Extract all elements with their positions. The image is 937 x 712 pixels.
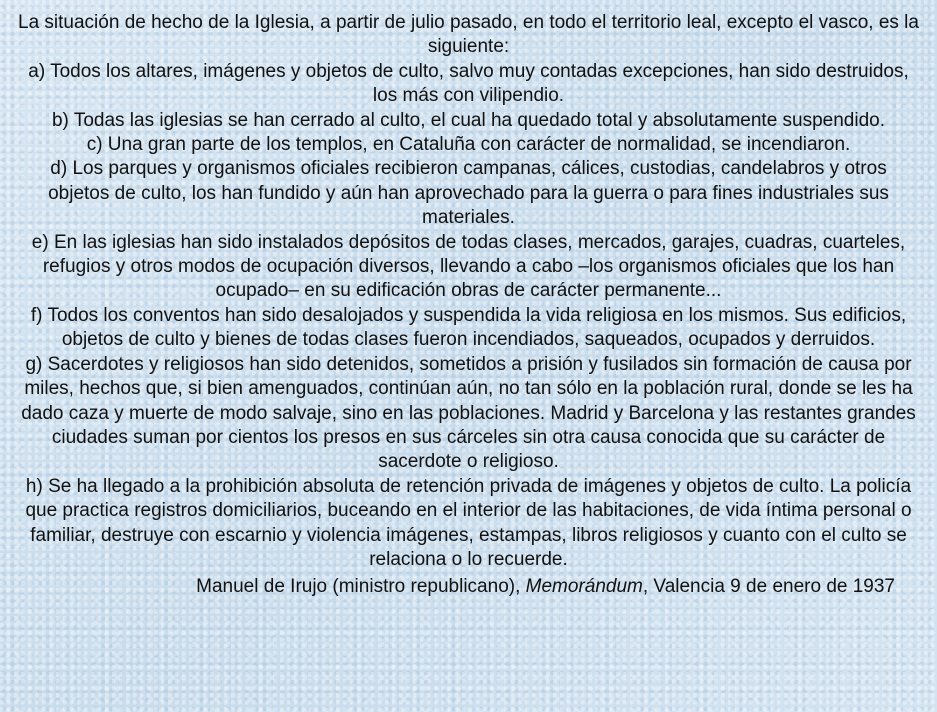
- paragraph-g: g) Sacerdotes y religiosos han sido detenidos, sometidos a prisión y fusilados sin formación de causa por miles, hechos que, si bien amenguados, continúan aún, no tan sólo en la población rural, donde se les ha dado caza y muerte de modo salvaje, sino en las poblaciones. Madrid y Barcelona y las restantes grandes ciudades suman por cientos los presos en sus cárceles sin otra causa conocida que su carácter de sacerdote o religioso.: [21, 353, 916, 473]
- paragraph-c: c) Una gran parte de los templos, en Cataluña con carácter de normalidad, se incendiaron.: [86, 134, 851, 156]
- paragraph-d: d) Los parques y organismos oficiales recibieron campanas, cálices, custodias, candelabros y otros objetos de culto, los han fundido y aún han aprovechado para la guerra o para fines industriales sus materiales.: [48, 158, 889, 229]
- paragraph-a: a) Todos los altares, imágenes y objetos de culto, salvo muy contadas excepciones, han sido destruidos, los más con vilipendio.: [28, 60, 909, 107]
- signature-author: Manuel de Irujo (ministro republicano),: [196, 576, 526, 598]
- paragraph-h: h) Se ha llegado a la prohibición absoluta de retención privada de imágenes y objetos de culto. La policía que practica registros domiciliarios, buceando en el interior de las habitaciones, de vida íntima personal o familiar, destruye con escarnio y violencia imágenes, estampas, libros religiosos y cuanto con el culto se relaciona o lo recuerde.: [25, 475, 912, 570]
- signature-place-date: , Valencia 9 de enero de 1937: [642, 576, 895, 598]
- paragraph-b: b) Todas las iglesias se han cerrado al culto, el cual ha quedado total y absolutamente suspendido.: [51, 109, 886, 131]
- paragraph-intro: La situación de hecho de la Iglesia, a partir de julio pasado, en todo el territorio leal, excepto el vasco, es la siguiente:: [18, 12, 919, 58]
- signature-line: [18, 574, 895, 600]
- paragraph-e: e) En las iglesias han sido instalados depósitos de todas clases, mercados, garajes, cuadras, cuarteles, refugios y otros modos de ocupación diversos, llevando a cabo –los organismos oficiales que los han ocupado– en su edificación obras de carácter permanente...: [31, 231, 906, 302]
- paragraph-f: f) Todos los conventos han sido desalojados y suspendida la vida religiosa en los mismos. Sus edificios, objetos de culto y bienes de todas clases fueron incendiados, saqueados, ocupados y derruidos.: [30, 304, 907, 351]
- signature-work-title: Memorándum: [525, 576, 643, 598]
